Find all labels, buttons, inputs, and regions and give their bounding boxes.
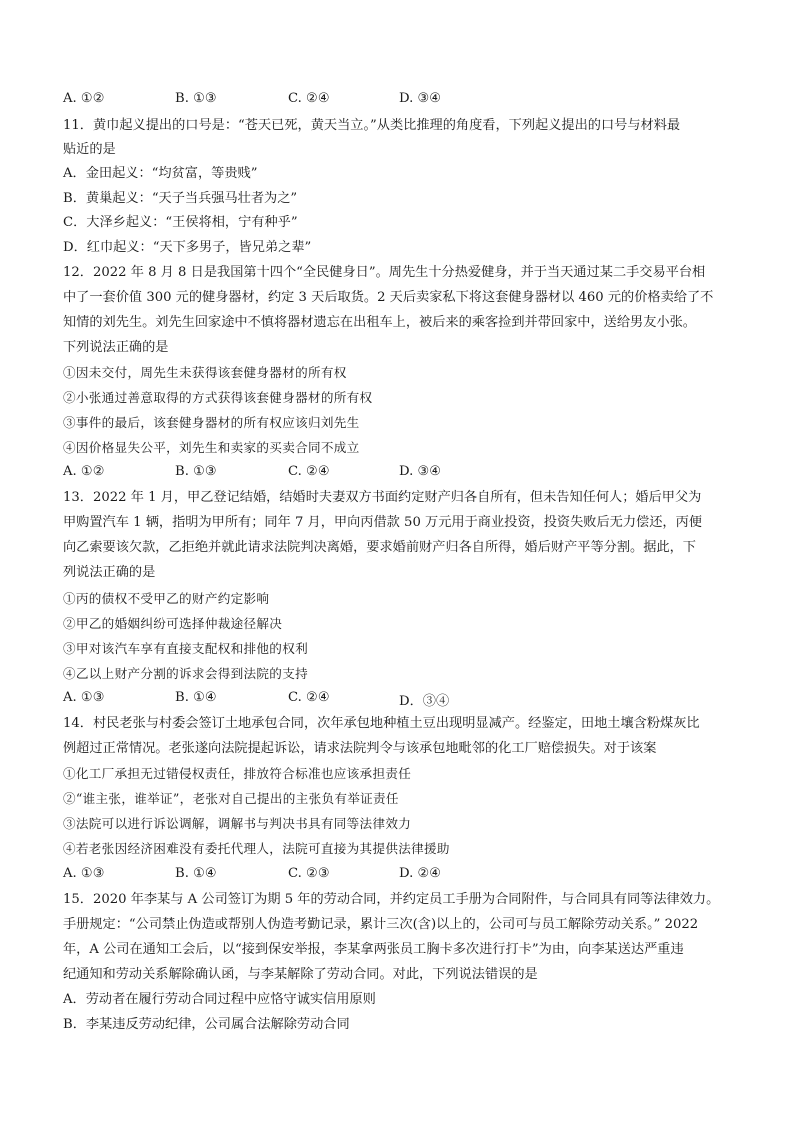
q11-option-b[interactable]: B．黄巢起义：“天子当兵强马壮者为之”: [63, 191, 298, 206]
q14-statement-3: ③法院可以进行诉讼调解，调解书与判决书具有同等法律效力: [63, 816, 412, 831]
q12-statement-1: ①因未交付，周先生未获得该套健身器材的所有权: [63, 365, 347, 380]
q11-stem-line-2: 贴近的是: [63, 142, 116, 157]
q14-stem-line-1: 14．村民老张与村委会签订土地承包合同，次年承包地种植土豆出现明显减产。经鉴定，田地土壤含粉煤灰比: [63, 716, 700, 731]
q10-option-a[interactable]: A. ①②: [63, 91, 105, 106]
q15-option-b[interactable]: B．李某违反劳动纪律，公司属合法解除劳动合同: [63, 1017, 350, 1032]
q10-option-c[interactable]: C. ②④: [288, 91, 330, 106]
q12-options: [63, 464, 583, 482]
q12-option-b[interactable]: B. ①③: [175, 464, 217, 479]
q13-option-a[interactable]: A. ①③: [63, 690, 105, 705]
q13-statement-4: ④乙以上财产分割的诉求会得到法院的支持: [63, 666, 308, 681]
q13-statement-1: ①丙的债权不受甲乙的财产约定影响: [63, 591, 270, 606]
q12-statement-3: ③事件的最后，该套健身器材的所有权应该归刘先生: [63, 415, 360, 430]
q12-stem-line-3: 知情的刘先生。刘先生回家途中不慎将器材遗忘在出租车上，被后来的乘客捡到并带回家中，送给男友小张。: [63, 315, 696, 330]
q13-option-c[interactable]: C. ②④: [288, 690, 330, 705]
q11-option-c[interactable]: C．大泽乡起义：“王侯将相，宁有种乎”: [63, 215, 298, 230]
q12-stem-line-1: 12．2022 年 8 月 8 日是我国第十四个“全民健身日”。周先生十分热爱健身，并于当天通过某二手交易平台相: [63, 265, 706, 280]
q12-statement-4: ④因价格显失公平，刘先生和卖家的买卖合同不成立: [63, 440, 360, 455]
q13-stem-line-1: 13．2022 年 1 月，甲乙登记结婚，结婚时夫妻双方书面约定财产归各自所有，但未告知任何人；婚后甲父为: [63, 490, 702, 505]
q10-option-b[interactable]: B. ①③: [175, 91, 217, 106]
q11-option-a[interactable]: A．金田起义：“均贫富，等贵贱”: [63, 166, 258, 181]
q10-options: [63, 91, 583, 109]
q14-option-d[interactable]: D. ②④: [399, 866, 442, 881]
q12-option-d[interactable]: D. ③④: [399, 464, 442, 479]
q14-statement-4: ④若老张因经济困难没有委托代理人，法院可直接为其提供法律援助: [63, 841, 450, 856]
q12-option-c[interactable]: C. ②④: [288, 464, 330, 479]
q13-stem-line-3: 向乙索要该欠款，乙拒绝并就此请求法院判决离婚，要求婚前财产归各自所得，婚后财产平等分割。据此，下: [63, 540, 696, 555]
q14-option-c[interactable]: C. ②③: [288, 866, 330, 881]
q12-statement-2: ②小张通过善意取得的方式获得该套健身器材的所有权: [63, 390, 373, 405]
q12-stem-line-4: 下列说法正确的是: [63, 340, 169, 355]
q11-stem-line-1: 11．黄巾起义提出的口号是：“苍天已死，黄天当立。”从类比推理的角度看，下列起义提出的口号与材料最: [63, 118, 681, 133]
q13-statement-2: ②甲乙的婚姻纠纷可选择仲裁途径解决: [63, 616, 283, 631]
q14-options: [63, 866, 583, 884]
q14-statement-1: ①化工厂承担无过错侵权责任，排放符合标准也应该承担责任: [63, 766, 412, 781]
q13-statement-3: ③甲对该汽车享有直接支配权和排他的权利: [63, 641, 308, 656]
q10-option-d[interactable]: D. ③④: [399, 91, 442, 106]
q13-option-d[interactable]: D．③④: [399, 694, 450, 709]
q13-option-b[interactable]: B. ①④: [175, 690, 217, 705]
q14-option-a[interactable]: A. ①③: [63, 866, 105, 881]
q14-stem-line-2: 例超过正常情况。老张遂向法院提起诉讼，请求法院判令与该承包地毗邻的化工厂赔偿损失。对于该案: [63, 741, 657, 756]
q13-stem-line-4: 列说法正确的是: [63, 565, 156, 580]
q11-option-d[interactable]: D．红巾起义：“天下多男子，皆兄弟之辈”: [63, 240, 312, 255]
q15-stem-line-4: 纪通知和劳动关系解除确认函，与李某解除了劳动合同。对此，下列说法错误的是: [63, 967, 538, 982]
q14-statement-2: ②“谁主张，谁举证”，老张对自己提出的主张负有举证责任: [63, 791, 399, 806]
q12-option-a[interactable]: A. ①②: [63, 464, 105, 479]
q15-option-a[interactable]: A．劳动者在履行劳动合同过程中应恪守诚实信用原则: [63, 992, 376, 1007]
q12-stem-line-2: 中了一套价值 300 元的健身器材，约定 3 天后取货。2 天后卖家私下将这套健身器材以 460 元的价格卖给了不: [63, 290, 714, 305]
q15-stem-line-3: 年，A 公司在通知工会后，以“接到保安举报，李某拿两张员工胸卡多次进行打卡”为由，向李某送达严重违: [63, 942, 684, 957]
q14-option-b[interactable]: B. ①④: [175, 866, 217, 881]
q13-options: [63, 690, 583, 708]
q15-stem-line-1: 15．2020 年李某与 A 公司签订为期 5 年的劳动合同，并约定员工手册为合同附件，与合同具有同等法律效力。: [63, 892, 720, 907]
q15-stem-line-2: 手册规定：“公司禁止伪造或帮别人伪造考勤记录，累计三次(含)以上的，公司可与员工解除劳动关系。” 2022: [63, 917, 699, 932]
q13-stem-line-2: 甲购置汽车 1 辆，指明为甲所有；同年 7 月，甲向丙借款 50 万元用于商业投资，投资失败后无力偿还，丙便: [63, 515, 702, 530]
